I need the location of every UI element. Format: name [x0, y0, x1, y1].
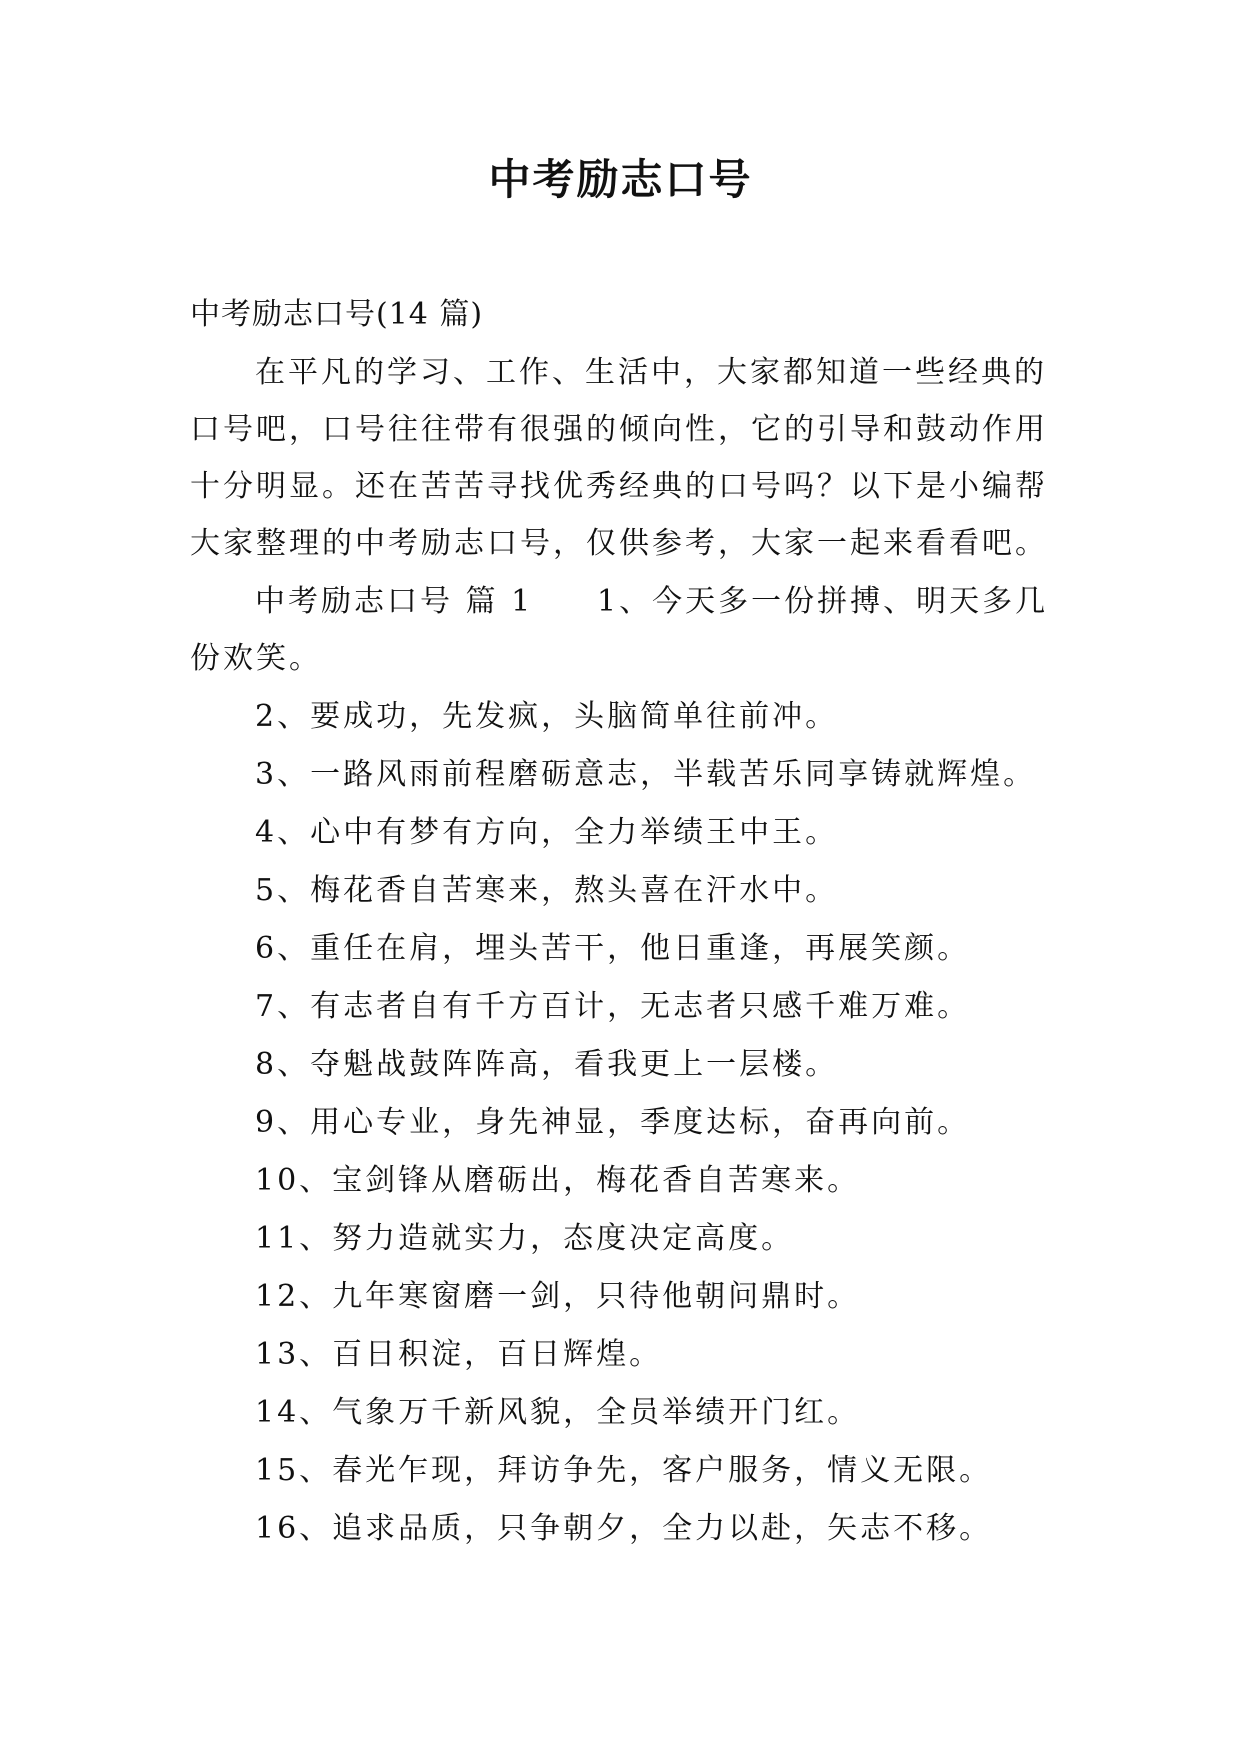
- list-item: 12、九年寒窗磨一剑，只待他朝问鼎时。: [255, 1279, 861, 1314]
- intro-line-1: 在平凡的学习、工作、生活中，大家都知道一些经典的: [255, 355, 1047, 390]
- list-item-1: 1、今天多一份拼搏、明天多几: [597, 584, 1049, 619]
- intro-line-3: 十分明显。还在苦苦寻找优秀经典的口号吗？以下是小编帮: [190, 469, 1048, 504]
- intro-line-2: 口号吧，口号往往带有很强的倾向性，它的引导和鼓动作用: [190, 412, 1048, 447]
- list-item: 3、一路风雨前程磨砺意志，半载苦乐同享铸就辉煌。: [255, 757, 1037, 792]
- list-item: 15、春光乍现，拜访争先，客户服务，情义无限。: [255, 1453, 993, 1488]
- page-title: 中考励志口号: [488, 155, 753, 204]
- section-heading: 中考励志口号 篇 1: [255, 584, 534, 619]
- list-item: 14、气象万千新风貌，全员举绩开门红。: [255, 1395, 861, 1430]
- list-item: 11、努力造就实力，态度决定高度。: [255, 1221, 795, 1256]
- list-item: 2、要成功，先发疯，头脑简单往前冲。: [255, 699, 839, 734]
- intro-line-4: 大家整理的中考励志口号，仅供参考，大家一起来看看吧。: [190, 526, 1048, 561]
- list-item: 13、百日积淀，百日辉煌。: [255, 1337, 663, 1372]
- list-item: 10、宝剑锋从磨砺出，梅花香自苦寒来。: [255, 1163, 861, 1198]
- list-item: 7、有志者自有千方百计，无志者只感千难万难。: [255, 989, 971, 1024]
- list-item: 8、夺魁战鼓阵阵高，看我更上一层楼。: [255, 1047, 839, 1082]
- list-item-1-continued: 份欢笑。: [190, 641, 322, 676]
- document-subtitle: 中考励志口号(14 篇): [190, 297, 484, 332]
- list-item: 4、心中有梦有方向，全力举绩王中王。: [255, 815, 839, 850]
- list-item: 6、重任在肩，埋头苦干，他日重逢，再展笑颜。: [255, 931, 971, 966]
- list-item: 5、梅花香自苦寒来，熬头喜在汗水中。: [255, 873, 839, 908]
- list-item: 9、用心专业，身先神显，季度达标，奋再向前。: [255, 1105, 971, 1140]
- list-item: 16、追求品质，只争朝夕，全力以赴，矢志不移。: [255, 1511, 993, 1546]
